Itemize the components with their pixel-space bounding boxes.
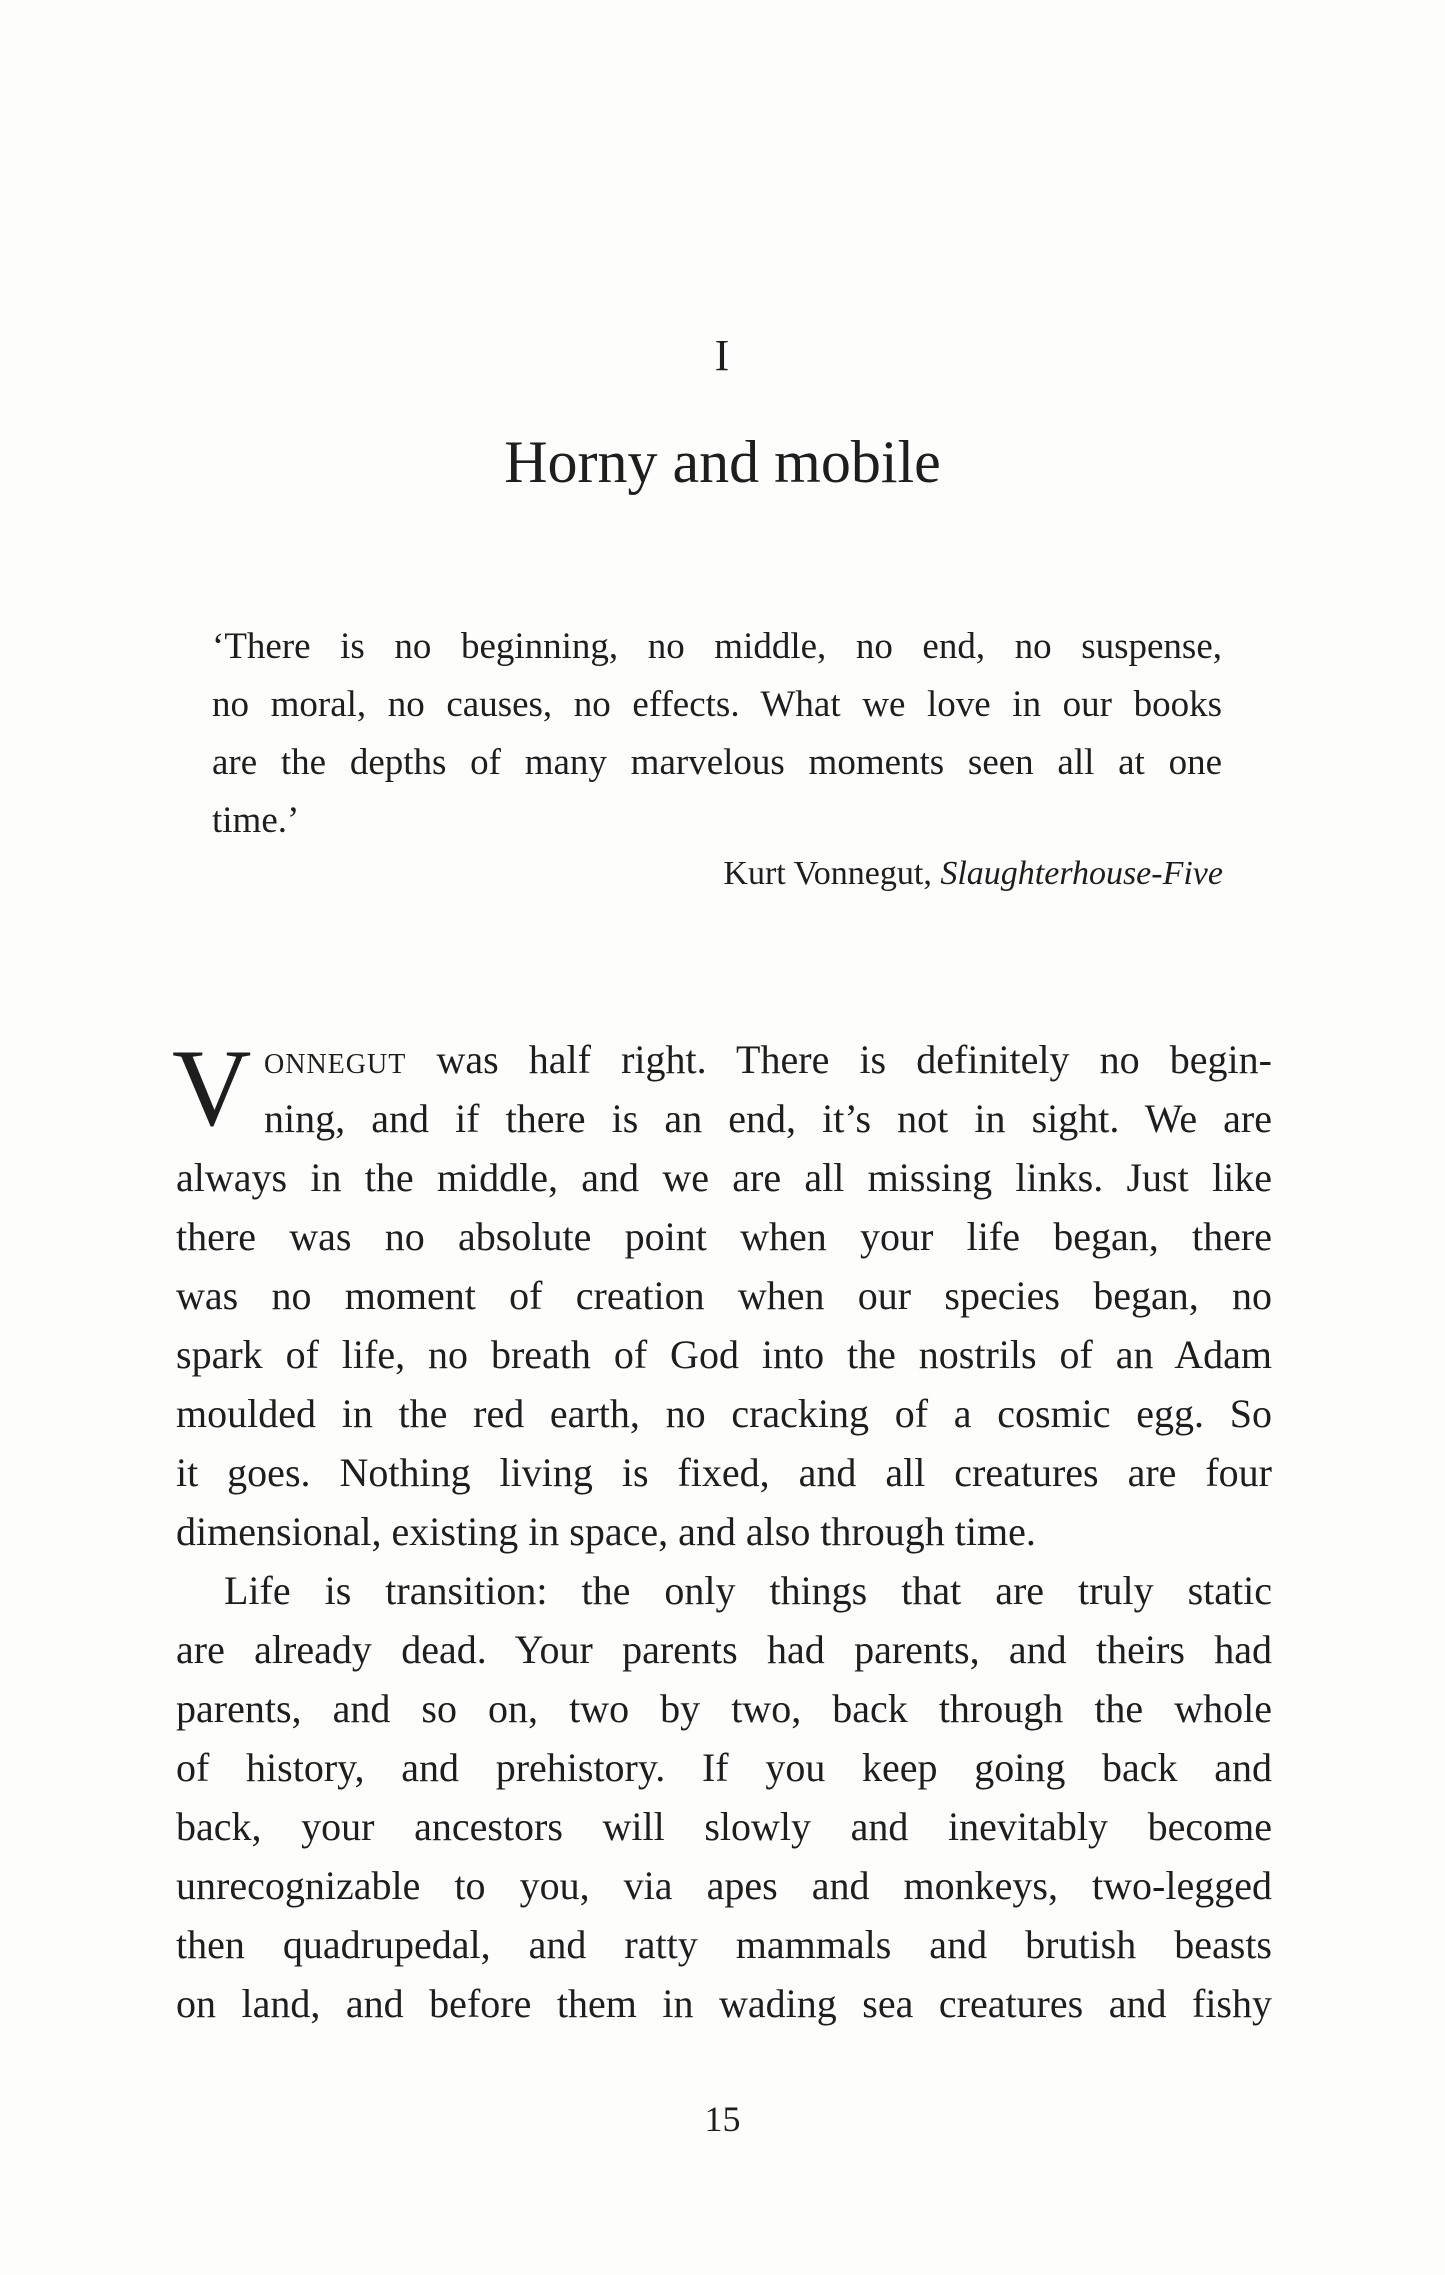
body-text	[172, 1027, 1272, 2033]
opening-lines	[172, 1027, 1272, 1149]
body-line: moulded in the red earth, no cracking of a cosmic egg. So	[176, 1391, 1272, 1436]
epigraph-line: no moral, no causes, no effects. What we love in our books	[212, 684, 1222, 725]
body-line: was no moment of creation when our species began, no	[176, 1273, 1272, 1318]
chapter-title: Horny and mobile	[504, 429, 941, 495]
chapter-number: I	[714, 331, 731, 380]
attribution-work: Slaughterhouse-Five	[940, 855, 1223, 892]
body-line: Life is transition: the only things that are truly static	[224, 1568, 1272, 1613]
body-line: dimensional, existing in space, and also through time.	[176, 1509, 1036, 1554]
body-line: it goes. Nothing living is fixed, and all creatures are four	[176, 1450, 1272, 1495]
body-line: spark of life, no breath of God into the nostrils of an Adam	[176, 1332, 1272, 1377]
body-line: are already dead. Your parents had parents, and theirs had	[176, 1627, 1272, 1672]
body-line: then quadrupedal, and ratty mammals and brutish beasts	[176, 1922, 1272, 1967]
body-line: ning, and if there is an end, it’s not in sight. We are	[264, 1096, 1272, 1141]
body-line: back, your ancestors will slowly and inevitably become	[176, 1804, 1272, 1849]
epigraph-attribution	[723, 855, 1223, 893]
body-line: of history, and prehistory. If you keep going back and	[176, 1745, 1272, 1790]
body-line: parents, and so on, two by two, back through the whole	[176, 1686, 1272, 1731]
epigraph-line: ‘There is no beginning, no middle, no end, no suspense,	[212, 626, 1222, 667]
body-line: there was no absolute point when your life began, there	[176, 1214, 1272, 1259]
page-number: 15	[704, 2099, 741, 2139]
epigraph-line: are the depths of many marvelous moments seen all at one	[212, 742, 1222, 783]
body-line: on land, and before them in wading sea creatures and fishy	[176, 1981, 1272, 2026]
body-line: unrecognizable to you, via apes and monkeys, two-legged	[176, 1863, 1272, 1908]
drop-cap: V	[172, 1027, 252, 1149]
first-line-rest: was half right. There is definitely no begin-	[406, 1037, 1272, 1082]
epigraph-line: time.’	[212, 800, 300, 841]
epigraph	[212, 618, 1222, 850]
first-word-rest: onnegut	[264, 1037, 407, 1082]
body-line: always in the middle, and we are all missing links. Just like	[176, 1155, 1272, 1200]
attribution-author: Kurt Vonnegut,	[723, 855, 941, 892]
body-line	[176, 1030, 1272, 1089]
